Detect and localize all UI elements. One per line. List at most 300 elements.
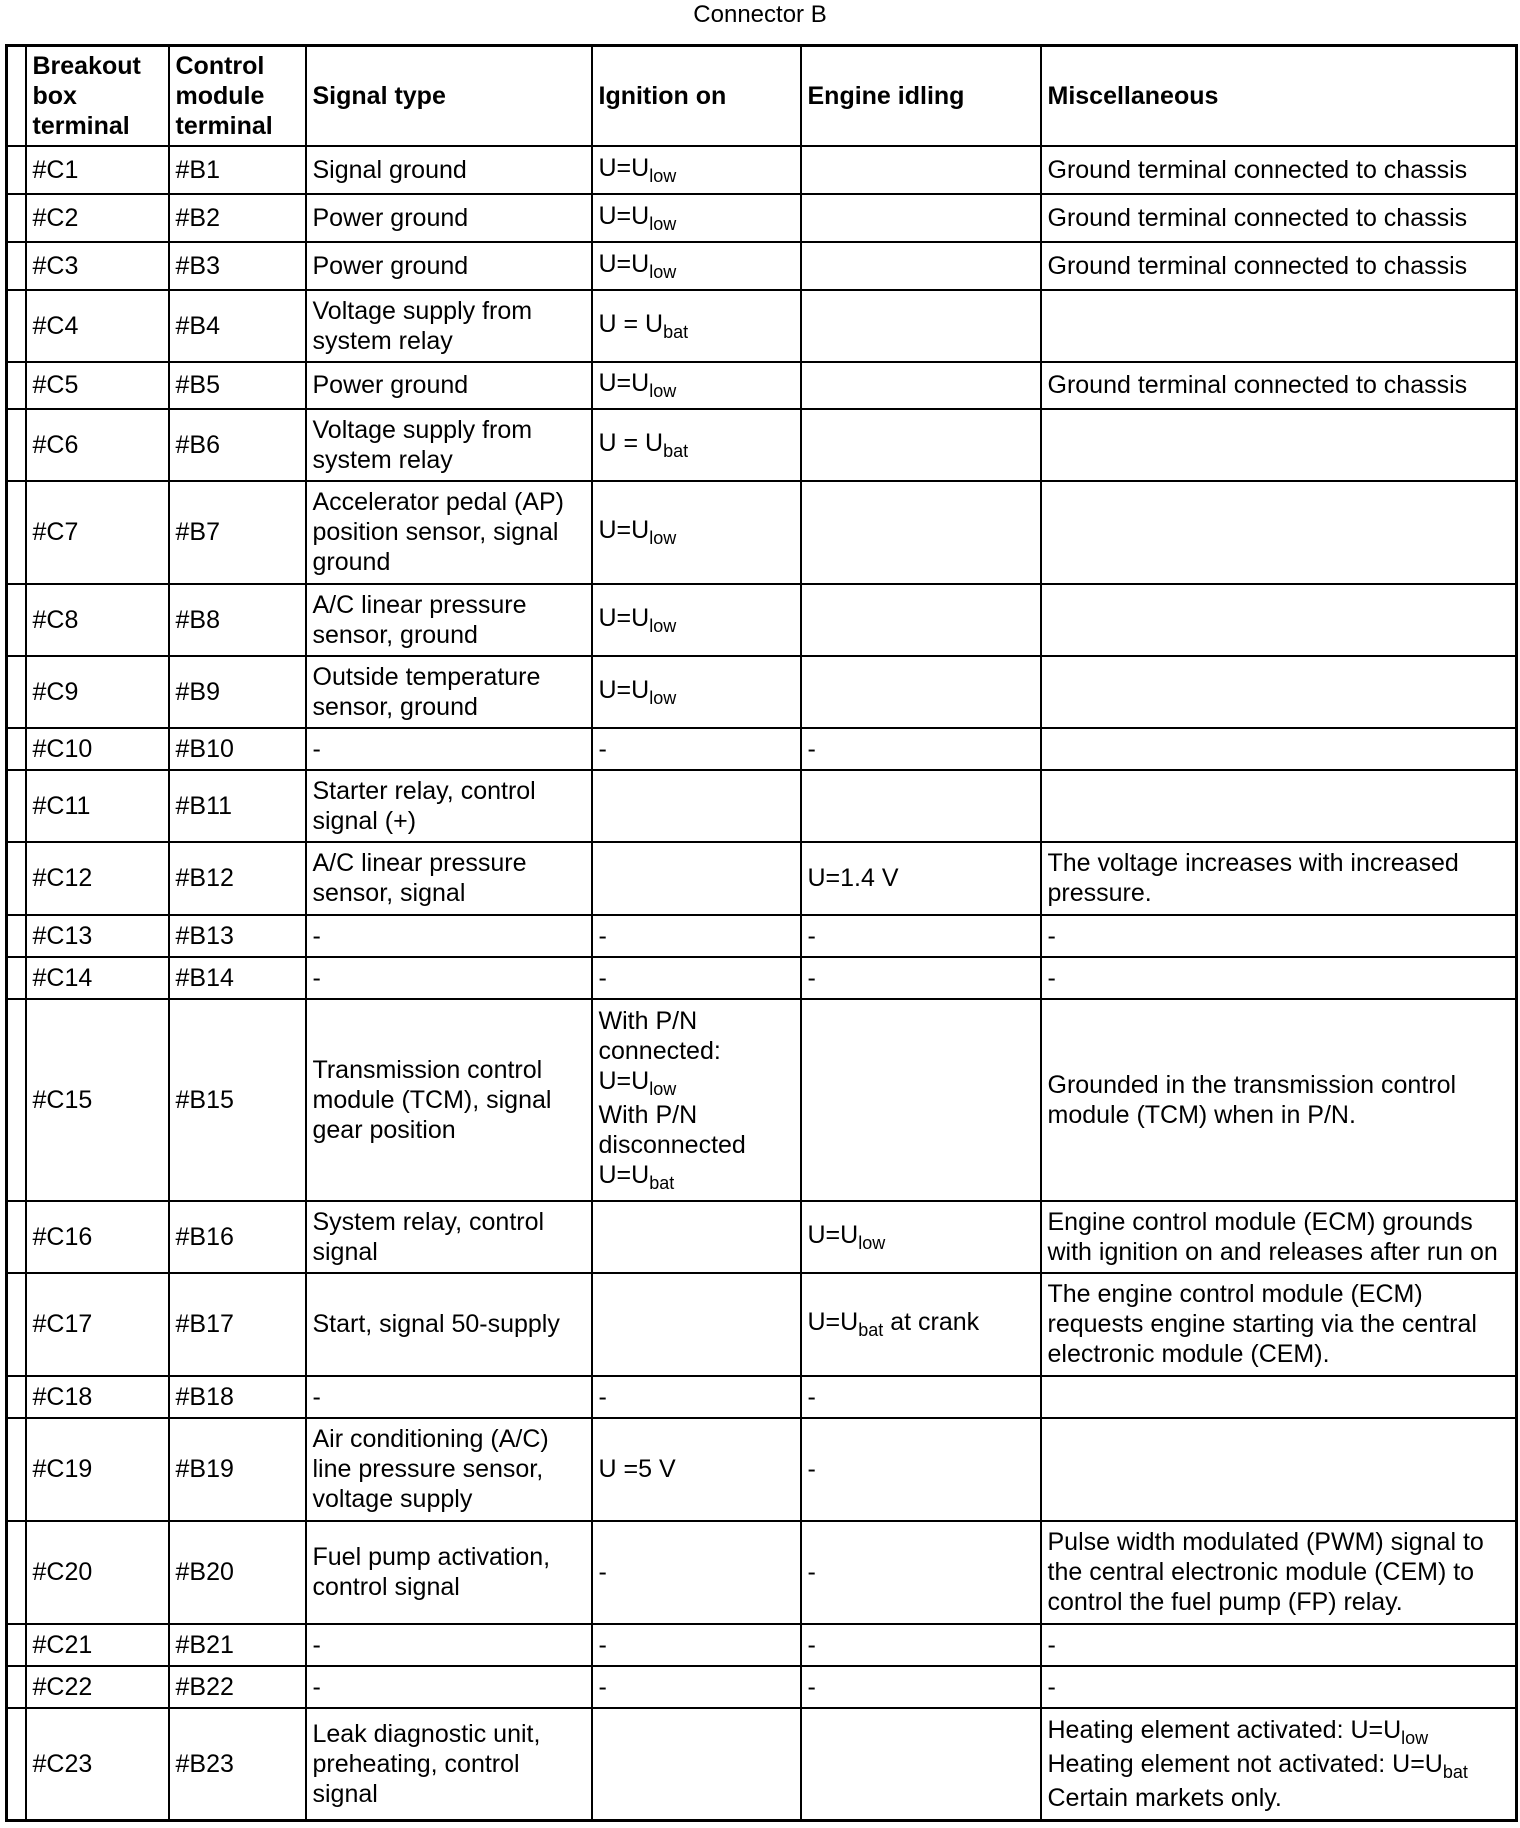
cell-text-line: #B7 xyxy=(175,518,220,546)
breakout-box-terminal-cell xyxy=(26,1376,169,1418)
control-module-terminal-cell xyxy=(169,242,306,290)
cell-text-line: #C5 xyxy=(32,371,79,399)
gutter-cell xyxy=(7,362,26,409)
breakout-box-terminal-cell xyxy=(26,409,169,481)
voltage-formula-text: U=U xyxy=(598,675,650,704)
miscellaneous-cell xyxy=(1041,146,1517,194)
cell-text-line: - xyxy=(598,1630,607,1659)
control-module-terminal-cell xyxy=(169,999,306,1201)
gutter-cell xyxy=(7,290,26,362)
cell-text-line: - xyxy=(807,963,816,992)
cell-text-line: #C23 xyxy=(32,1749,93,1778)
signal-type-cell xyxy=(306,1708,592,1821)
cell-text-line: voltage supply xyxy=(312,1485,473,1513)
breakout-box-terminal-cell xyxy=(26,842,169,915)
ignition-on-cell xyxy=(592,957,801,999)
ignition-on-cell xyxy=(592,290,801,362)
voltage-formula-text: U=U xyxy=(598,1160,650,1189)
control-module-terminal-cell xyxy=(169,728,306,770)
cell-text-line: the central electronic module (CEM) to xyxy=(1047,1558,1475,1586)
signal-type-cell xyxy=(306,728,592,770)
cell-text-line: A/C linear pressure xyxy=(312,849,527,877)
breakout-box-terminal-cell xyxy=(26,290,169,362)
breakout-box-terminal-cell xyxy=(26,242,169,290)
table-row xyxy=(7,1624,1517,1666)
voltage-subscript: low xyxy=(649,261,677,282)
miscellaneous-cell xyxy=(1041,915,1517,957)
gutter-cell xyxy=(7,1666,26,1708)
breakout-box-terminal-header xyxy=(26,46,169,146)
cell-text-line: U=1.4 V xyxy=(807,864,899,892)
cell-text-line: #C17 xyxy=(32,1310,93,1338)
breakout-box-terminal-cell xyxy=(26,770,169,842)
cell-text-line: Start, signal 50-supply xyxy=(312,1310,560,1338)
engine-idling-cell xyxy=(801,194,1041,242)
table-row xyxy=(7,1376,1517,1418)
ignition-on-cell xyxy=(592,915,801,957)
signal-type-cell xyxy=(306,242,592,290)
control-module-terminal-cell xyxy=(169,290,306,362)
cell-text-line: Ground terminal connected to chassis xyxy=(1047,371,1468,399)
voltage-subscript: bat xyxy=(663,440,689,461)
gutter-cell xyxy=(7,146,26,194)
voltage-subscript: low xyxy=(1401,1727,1429,1748)
page-title: Connector B xyxy=(693,1,827,28)
breakout-box-terminal-cell xyxy=(26,1521,169,1624)
miscellaneous-cell xyxy=(1041,409,1517,481)
cell-text-line: #B19 xyxy=(175,1455,234,1483)
miscellaneous-cell xyxy=(1041,1201,1517,1273)
engine-idling-cell xyxy=(801,1273,1041,1376)
engine-idling-cell xyxy=(801,770,1041,842)
voltage-subscript: low xyxy=(858,1232,886,1253)
cell-text-line: Fuel pump activation, xyxy=(312,1543,551,1571)
engine-idling-cell xyxy=(801,1666,1041,1708)
voltage-subscript: low xyxy=(649,213,677,234)
cell-text-line: - xyxy=(312,1630,321,1659)
ignition-on-cell xyxy=(592,481,801,584)
cell-text-line: The voltage increases with increased xyxy=(1047,849,1459,877)
breakout-box-terminal-cell xyxy=(26,1273,169,1376)
header-row xyxy=(7,46,1517,146)
cell-text-line: Ground terminal connected to chassis xyxy=(1047,155,1468,184)
signal-type-cell xyxy=(306,915,592,957)
voltage-formula xyxy=(599,603,796,637)
cell-text-line: #C15 xyxy=(32,1085,93,1114)
signal-type-header xyxy=(306,46,592,146)
miscellaneous-header xyxy=(1041,46,1517,146)
voltage-formula xyxy=(599,1160,796,1194)
miscellaneous-cell xyxy=(1041,362,1517,409)
cell-text-line: pressure. xyxy=(1047,879,1152,907)
cell-text-line: #C11 xyxy=(32,791,91,820)
table-row xyxy=(7,1666,1517,1708)
header-text-line: Control xyxy=(175,51,265,80)
signal-type-cell xyxy=(306,842,592,915)
cell-text-line: #B5 xyxy=(175,371,220,399)
signal-type-cell xyxy=(306,656,592,728)
engine-idling-cell xyxy=(801,584,1041,656)
control-module-terminal-cell xyxy=(169,1708,306,1821)
miscellaneous-cell xyxy=(1041,1666,1517,1708)
engine-idling-cell xyxy=(801,842,1041,915)
table-row xyxy=(7,481,1517,584)
signal-type-cell xyxy=(306,1376,592,1418)
signal-type-cell xyxy=(306,999,592,1201)
cell-text-line: - xyxy=(807,921,816,950)
ignition-on-cell xyxy=(592,728,801,770)
breakout-box-terminal-cell xyxy=(26,1624,169,1666)
cell-text-line: Outside temperature xyxy=(312,662,541,691)
table-row xyxy=(7,1708,1517,1821)
voltage-formula-text: U = U xyxy=(598,309,664,338)
ignition-on-cell xyxy=(592,656,801,728)
ignition-on-cell xyxy=(592,1273,801,1376)
gutter-cell xyxy=(7,1201,26,1273)
cell-text-line: #B8 xyxy=(175,605,220,634)
signal-type-cell xyxy=(306,146,592,194)
cell-text-line: - xyxy=(598,1558,607,1586)
voltage-subscript: bat xyxy=(663,321,689,342)
miscellaneous-cell xyxy=(1041,584,1517,656)
cell-text-line: requests engine starting via the central xyxy=(1047,1310,1477,1338)
cell-text-line: gear position xyxy=(312,1115,456,1144)
gutter-cell xyxy=(7,584,26,656)
cell-text-line: #B1 xyxy=(175,155,220,184)
engine-idling-header xyxy=(801,46,1041,146)
voltage-formula-text: U=U xyxy=(598,369,650,397)
signal-type-cell xyxy=(306,481,592,584)
voltage-subscript: bat xyxy=(649,1172,675,1193)
engine-idling-cell xyxy=(801,1624,1041,1666)
miscellaneous-cell xyxy=(1041,999,1517,1201)
voltage-formula xyxy=(1048,1749,1512,1783)
miscellaneous-cell xyxy=(1041,481,1517,584)
breakout-box-terminal-cell xyxy=(26,194,169,242)
cell-text-line: System relay, control xyxy=(312,1207,545,1236)
connector-pinout-table xyxy=(5,44,1518,1822)
ignition-on-cell xyxy=(592,146,801,194)
control-module-terminal-cell xyxy=(169,194,306,242)
ignition-on-cell xyxy=(592,1201,801,1273)
signal-type-cell xyxy=(306,1666,592,1708)
breakout-box-terminal-cell xyxy=(26,584,169,656)
breakout-box-terminal-cell xyxy=(26,481,169,584)
cell-text-line: - xyxy=(807,1558,816,1586)
voltage-formula-text: Heating element activated: U=U xyxy=(1047,1715,1402,1744)
voltage-formula xyxy=(808,1220,1036,1254)
miscellaneous-cell xyxy=(1041,242,1517,290)
voltage-subscript: low xyxy=(649,687,677,708)
cell-text-line: #C22 xyxy=(32,1672,93,1701)
voltage-formula-text: Heating element not activated: U=U xyxy=(1047,1749,1443,1778)
gutter-cell xyxy=(7,1624,26,1666)
table-row xyxy=(7,999,1517,1201)
cell-text-line: - xyxy=(312,1382,321,1411)
header-text-line: Miscellaneous xyxy=(1047,81,1219,110)
ignition-on-header xyxy=(592,46,801,146)
gutter-cell xyxy=(7,1376,26,1418)
table-row xyxy=(7,362,1517,409)
cell-text-line: #C18 xyxy=(32,1382,93,1411)
ignition-on-cell xyxy=(592,1521,801,1624)
control-module-terminal-cell xyxy=(169,1624,306,1666)
table-row xyxy=(7,915,1517,957)
ignition-on-cell xyxy=(592,842,801,915)
voltage-formula xyxy=(599,368,796,402)
signal-type-cell xyxy=(306,194,592,242)
cell-text-line: - xyxy=(807,1455,816,1483)
voltage-formula xyxy=(599,428,796,462)
cell-text-line: #B4 xyxy=(175,311,220,340)
gutter-cell xyxy=(7,728,26,770)
table-row xyxy=(7,290,1517,362)
cell-text-line: #B23 xyxy=(175,1749,234,1778)
cell-text-line: - xyxy=(1047,921,1056,950)
cell-text-line: module (TCM), signal xyxy=(312,1085,552,1114)
engine-idling-cell xyxy=(801,409,1041,481)
cell-text-line: - xyxy=(312,963,321,992)
gutter-cell xyxy=(7,957,26,999)
cell-text-line: system relay xyxy=(312,445,453,474)
ignition-on-cell xyxy=(592,362,801,409)
engine-idling-cell xyxy=(801,146,1041,194)
engine-idling-cell xyxy=(801,362,1041,409)
cell-text-line: Ground terminal connected to chassis xyxy=(1047,251,1468,280)
table-row xyxy=(7,584,1517,656)
header-text-line: terminal xyxy=(175,111,273,140)
cell-text-line: sensor, ground xyxy=(312,692,478,721)
voltage-formula-text: U=U xyxy=(598,516,650,544)
breakout-box-terminal-cell xyxy=(26,728,169,770)
cell-text-line: - xyxy=(807,1382,816,1411)
table-header xyxy=(7,46,1517,146)
cell-text-line: #C2 xyxy=(32,203,79,232)
cell-text-line: #B22 xyxy=(175,1672,234,1701)
table-row xyxy=(7,1418,1517,1521)
cell-text-line: #B6 xyxy=(175,430,220,459)
voltage-formula-text: U=U xyxy=(598,603,650,632)
breakout-box-terminal-cell xyxy=(26,656,169,728)
cell-text-line: signal xyxy=(312,1779,378,1808)
cell-text-line: control signal xyxy=(312,1573,460,1601)
miscellaneous-cell xyxy=(1041,1376,1517,1418)
engine-idling-cell xyxy=(801,1376,1041,1418)
gutter-cell xyxy=(7,999,26,1201)
control-module-terminal-cell xyxy=(169,1201,306,1273)
miscellaneous-cell xyxy=(1041,770,1517,842)
cell-text-line: #B2 xyxy=(175,203,220,232)
engine-idling-cell xyxy=(801,290,1041,362)
cell-text-line: Power ground xyxy=(312,251,469,280)
control-module-terminal-cell xyxy=(169,915,306,957)
ignition-on-cell xyxy=(592,242,801,290)
engine-idling-cell xyxy=(801,656,1041,728)
control-module-terminal-cell xyxy=(169,957,306,999)
cell-text-line: line pressure sensor, xyxy=(312,1455,544,1483)
signal-type-cell xyxy=(306,409,592,481)
breakout-box-terminal-cell xyxy=(26,362,169,409)
table-row xyxy=(7,1521,1517,1624)
gutter-cell xyxy=(7,481,26,584)
gutter-cell xyxy=(7,656,26,728)
cell-text-line: disconnected xyxy=(598,1130,746,1159)
breakout-box-terminal-cell xyxy=(26,1201,169,1273)
ignition-on-cell xyxy=(592,1708,801,1821)
miscellaneous-cell xyxy=(1041,957,1517,999)
table-row xyxy=(7,728,1517,770)
miscellaneous-cell xyxy=(1041,842,1517,915)
ignition-on-cell xyxy=(592,584,801,656)
cell-text-line: - xyxy=(598,1382,607,1411)
engine-idling-cell xyxy=(801,1521,1041,1624)
header-text-line: Engine idling xyxy=(807,81,965,110)
cell-text-line: Engine control module (ECM) grounds xyxy=(1047,1207,1473,1236)
cell-text-line: Signal ground xyxy=(312,155,467,184)
voltage-subscript: low xyxy=(649,165,677,186)
voltage-subscript: low xyxy=(649,1078,677,1099)
voltage-formula-text: U=U xyxy=(807,1220,859,1249)
gutter-cell xyxy=(7,1521,26,1624)
voltage-formula xyxy=(808,1307,1036,1341)
miscellaneous-cell xyxy=(1041,656,1517,728)
engine-idling-cell xyxy=(801,1201,1041,1273)
miscellaneous-cell xyxy=(1041,728,1517,770)
ignition-on-cell xyxy=(592,1418,801,1521)
header-text-line: terminal xyxy=(32,111,130,140)
table-body xyxy=(7,146,1517,1821)
cell-text-line: #B16 xyxy=(175,1222,234,1251)
cell-text-line: Starter relay, control xyxy=(312,776,536,805)
ignition-on-cell xyxy=(592,770,801,842)
breakout-box-terminal-cell xyxy=(26,146,169,194)
cell-text-line: #B18 xyxy=(175,1382,234,1411)
voltage-formula xyxy=(599,309,796,343)
signal-type-cell xyxy=(306,1521,592,1624)
table-row xyxy=(7,1273,1517,1376)
header-text-line: box xyxy=(32,81,77,110)
table-row xyxy=(7,656,1517,728)
cell-text-line: #B12 xyxy=(175,864,234,892)
cell-text-line: - xyxy=(312,734,321,763)
cell-text-line: #C3 xyxy=(32,251,79,280)
ignition-on-cell xyxy=(592,999,801,1201)
cell-text-line: - xyxy=(598,963,607,992)
cell-text-line: #B20 xyxy=(175,1558,234,1586)
engine-idling-cell xyxy=(801,957,1041,999)
cell-text-line: #C6 xyxy=(32,430,79,459)
cell-text-line: - xyxy=(598,1672,607,1701)
cell-text-line: #B13 xyxy=(175,921,234,950)
voltage-formula-text: U=U xyxy=(598,201,650,230)
ignition-on-cell xyxy=(592,409,801,481)
engine-idling-cell xyxy=(801,242,1041,290)
cell-text-line: #B3 xyxy=(175,251,220,280)
cell-text-line: #C14 xyxy=(32,963,93,992)
gutter-header-cell xyxy=(7,46,26,146)
control-module-terminal-cell xyxy=(169,1521,306,1624)
table-row xyxy=(7,194,1517,242)
cell-text-line: Air conditioning (A/C) xyxy=(312,1425,549,1453)
engine-idling-cell xyxy=(801,999,1041,1201)
cell-text-line: - xyxy=(312,1672,321,1701)
voltage-subscript: low xyxy=(649,615,677,636)
voltage-subscript: low xyxy=(649,381,677,402)
signal-type-cell xyxy=(306,957,592,999)
cell-text-line: #C4 xyxy=(32,311,79,340)
cell-text-line: preheating, control xyxy=(312,1749,520,1778)
signal-type-cell xyxy=(306,1201,592,1273)
table-row xyxy=(7,842,1517,915)
table-row xyxy=(7,409,1517,481)
cell-text-line: electronic module (CEM). xyxy=(1047,1340,1330,1368)
cell-text-line: #C19 xyxy=(32,1455,93,1483)
cell-text-line: The engine control module (ECM) xyxy=(1047,1280,1423,1308)
signal-type-cell xyxy=(306,1273,592,1376)
cell-text-line: - xyxy=(807,1630,816,1659)
cell-text-line: module (TCM) when in P/N. xyxy=(1047,1100,1356,1129)
voltage-formula xyxy=(599,153,796,187)
control-module-terminal-cell xyxy=(169,481,306,584)
table-row xyxy=(7,242,1517,290)
control-module-terminal-cell xyxy=(169,146,306,194)
miscellaneous-cell xyxy=(1041,1708,1517,1821)
table-row xyxy=(7,957,1517,999)
gutter-cell xyxy=(7,842,26,915)
miscellaneous-cell xyxy=(1041,1521,1517,1624)
signal-type-cell xyxy=(306,584,592,656)
control-module-terminal-cell xyxy=(169,656,306,728)
cell-text-line: connected: xyxy=(598,1036,721,1065)
cell-text-line: Ground terminal connected to chassis xyxy=(1047,203,1468,232)
ignition-on-cell xyxy=(592,194,801,242)
voltage-formula-text: U=U xyxy=(807,1308,859,1336)
cell-text-line: A/C linear pressure xyxy=(312,590,527,619)
engine-idling-cell xyxy=(801,728,1041,770)
gutter-cell xyxy=(7,409,26,481)
cell-text-line: - xyxy=(1047,963,1056,992)
cell-text-line: With P/N xyxy=(598,1006,698,1035)
miscellaneous-cell xyxy=(1041,290,1517,362)
cell-text-line: #C8 xyxy=(32,605,79,634)
cell-text-line: - xyxy=(807,734,816,763)
breakout-box-terminal-cell xyxy=(26,1418,169,1521)
voltage-formula-text: U=U xyxy=(598,1066,650,1095)
cell-text-line: #B9 xyxy=(175,677,220,706)
cell-text-line: #C9 xyxy=(32,677,79,706)
gutter-cell xyxy=(7,242,26,290)
cell-text-line: #C10 xyxy=(32,734,93,763)
table-row xyxy=(7,146,1517,194)
voltage-formula xyxy=(599,515,796,549)
cell-text-line: - xyxy=(807,1672,816,1701)
cell-text-line: signal xyxy=(312,1237,378,1266)
cell-text-line: sensor, signal xyxy=(312,879,466,907)
cell-text-line: Accelerator pedal (AP) xyxy=(312,488,565,516)
gutter-cell xyxy=(7,1708,26,1821)
control-module-terminal-cell xyxy=(169,1418,306,1521)
voltage-formula xyxy=(599,1066,796,1100)
voltage-formula-text: U=U xyxy=(598,249,650,278)
control-module-terminal-cell xyxy=(169,409,306,481)
cell-text-line: Voltage supply from xyxy=(312,415,533,444)
header-text-line: Ignition on xyxy=(598,81,727,110)
voltage-subscript: bat xyxy=(858,1320,884,1341)
cell-text-line: - xyxy=(598,921,607,950)
gutter-cell xyxy=(7,194,26,242)
cell-text-line: #B10 xyxy=(175,734,234,763)
control-module-terminal-cell xyxy=(169,842,306,915)
